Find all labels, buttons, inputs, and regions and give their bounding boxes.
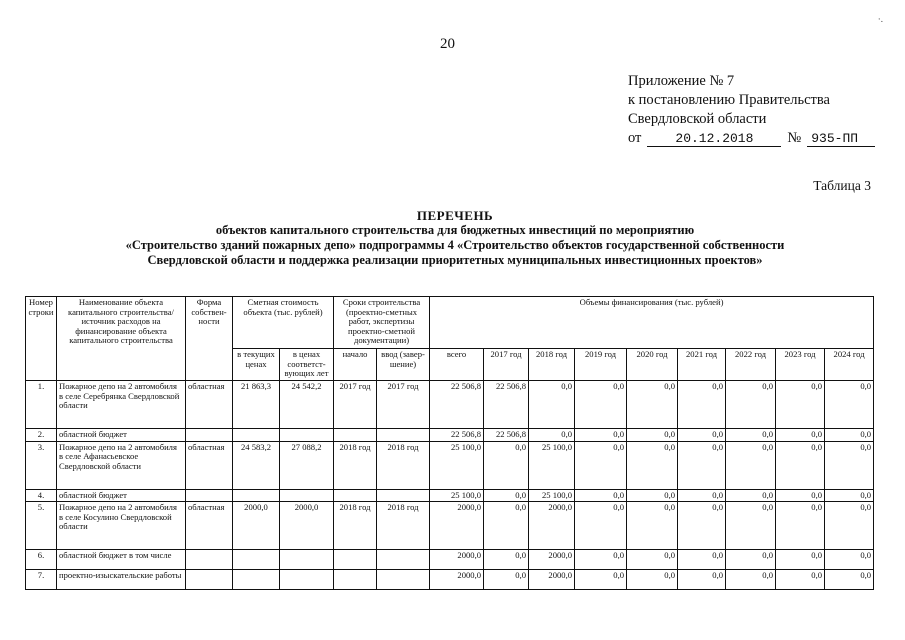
table-row xyxy=(26,550,874,570)
term-end-cell xyxy=(377,489,430,502)
term-end-cell xyxy=(377,429,430,442)
year-value-cell: 25 100,0 xyxy=(529,441,575,489)
corner-mark: ·. xyxy=(877,14,883,24)
year-value-cell: 0,0 xyxy=(575,489,627,502)
header-estimated-cost: Сметная стоимость объекта (тыс. рублей) xyxy=(233,297,334,349)
cost-current-cell xyxy=(233,429,280,442)
total-cell: 2000,0 xyxy=(430,502,484,550)
table-row xyxy=(26,489,874,502)
year-value-cell: 0,0 xyxy=(825,381,874,429)
term-end-cell: 2018 год xyxy=(377,441,430,489)
term-end-cell xyxy=(377,570,430,590)
term-start-cell xyxy=(334,570,377,590)
ownership-cell xyxy=(186,429,233,442)
total-cell: 25 100,0 xyxy=(430,489,484,502)
table-row xyxy=(26,429,874,442)
year-value-cell: 22 506,8 xyxy=(484,381,529,429)
cost-current-cell: 21 863,3 xyxy=(233,381,280,429)
year-value-cell: 0,0 xyxy=(678,381,726,429)
term-start-cell xyxy=(334,550,377,570)
header-term-end: ввод (завер- шение) xyxy=(377,349,430,381)
year-value-cell: 0,0 xyxy=(726,550,776,570)
year-value-cell: 0,0 xyxy=(726,429,776,442)
term-start-cell xyxy=(334,429,377,442)
total-cell: 25 100,0 xyxy=(430,441,484,489)
year-value-cell: 0,0 xyxy=(726,489,776,502)
page-number: 20 xyxy=(440,36,455,52)
year-value-cell: 0,0 xyxy=(575,441,627,489)
row-number-cell: 6. xyxy=(26,550,57,570)
year-value-cell: 25 100,0 xyxy=(529,489,575,502)
table-label: Таблица 3 xyxy=(813,178,871,193)
appendix-line-1: Приложение № 7 xyxy=(628,73,735,89)
year-value-cell: 0,0 xyxy=(776,381,825,429)
term-end-cell: 2018 год xyxy=(377,502,430,550)
total-cell: 22 506,8 xyxy=(430,381,484,429)
year-value-cell: 0,0 xyxy=(825,441,874,489)
total-cell: 22 506,8 xyxy=(430,429,484,442)
heading-line-3: Свердловской области и поддержка реализации приоритетных муниципальных инвестиционных проектов» xyxy=(147,253,763,267)
row-number-cell: 4. xyxy=(26,489,57,502)
header-year: 2019 год xyxy=(575,349,627,381)
year-value-cell: 0,0 xyxy=(776,550,825,570)
year-value-cell: 0,0 xyxy=(726,441,776,489)
cost-current-cell: 2000,0 xyxy=(233,502,280,550)
term-start-cell: 2018 год xyxy=(334,441,377,489)
document-heading xyxy=(40,208,870,268)
table-row xyxy=(26,441,874,489)
cost-current-cell xyxy=(233,550,280,570)
year-value-cell: 0,0 xyxy=(627,441,678,489)
object-name-cell: областной бюджет xyxy=(57,429,186,442)
header-cost-current: в текущих ценах xyxy=(233,349,280,381)
term-start-cell: 2018 год xyxy=(334,502,377,550)
year-value-cell: 0,0 xyxy=(627,550,678,570)
appendix-line-2: к постановлению Правительства xyxy=(628,92,830,108)
year-value-cell: 0,0 xyxy=(726,381,776,429)
year-value-cell: 0,0 xyxy=(678,489,726,502)
cost-respective-cell: 24 542,2 xyxy=(280,381,334,429)
year-value-cell: 0,0 xyxy=(678,502,726,550)
object-name-cell: Пожарное депо на 2 автомобиля в селе Серебрянка Свердловской области xyxy=(57,381,186,429)
ownership-cell xyxy=(186,570,233,590)
year-value-cell: 0,0 xyxy=(627,489,678,502)
year-value-cell: 0,0 xyxy=(678,550,726,570)
row-number-cell: 2. xyxy=(26,429,57,442)
heading-title: ПЕРЕЧЕНЬ xyxy=(416,208,494,223)
ownership-cell: областная xyxy=(186,381,233,429)
header-ownership: Форма собствен- ности xyxy=(186,297,233,381)
year-value-cell: 0,0 xyxy=(484,489,529,502)
year-value-cell: 0,0 xyxy=(627,429,678,442)
row-number-cell: 5. xyxy=(26,502,57,550)
year-value-cell: 0,0 xyxy=(776,502,825,550)
table-row xyxy=(26,381,874,429)
year-value-cell: 0,0 xyxy=(726,502,776,550)
term-end-cell: 2017 год xyxy=(377,381,430,429)
year-value-cell: 0,0 xyxy=(678,429,726,442)
term-start-cell: 2017 год xyxy=(334,381,377,429)
ownership-cell: областная xyxy=(186,502,233,550)
ownership-cell xyxy=(186,550,233,570)
header-year: 2023 год xyxy=(776,349,825,381)
header-total: всего xyxy=(430,349,484,381)
heading-line-1: объектов капитального строительства для бюджетных инвестиций по мероприятию xyxy=(215,223,695,237)
header-year: 2024 год xyxy=(825,349,874,381)
year-value-cell: 0,0 xyxy=(678,441,726,489)
header-financing: Объемы финансирования (тыс. рублей) xyxy=(430,297,874,349)
header-cost-respective: в ценах соответст- вующих лет xyxy=(280,349,334,381)
object-name-cell: проектно-изыскательские работы xyxy=(57,570,186,590)
year-value-cell: 0,0 xyxy=(575,502,627,550)
year-value-cell: 0,0 xyxy=(825,570,874,590)
year-value-cell: 0,0 xyxy=(825,429,874,442)
appendix-block xyxy=(628,72,875,148)
appendix-date-line xyxy=(628,129,875,148)
year-value-cell: 0,0 xyxy=(627,570,678,590)
year-value-cell: 2000,0 xyxy=(529,570,575,590)
cost-respective-cell xyxy=(280,570,334,590)
number-prefix: № xyxy=(787,130,802,146)
object-name-cell: Пожарное депо на 2 автомобиля в селе Косулино Свердловской области xyxy=(57,502,186,550)
heading-line-2: «Строительство зданий пожарных депо» подпрограммы 4 «Строительство объектов государственной собственности xyxy=(125,238,785,252)
year-value-cell: 22 506,8 xyxy=(484,429,529,442)
year-value-cell: 0,0 xyxy=(776,570,825,590)
year-value-cell: 0,0 xyxy=(575,570,627,590)
header-row-number: Номер строки xyxy=(26,297,57,381)
cost-respective-cell xyxy=(280,489,334,502)
row-number-cell: 3. xyxy=(26,441,57,489)
ownership-cell xyxy=(186,489,233,502)
year-value-cell: 2000,0 xyxy=(529,550,575,570)
table-row xyxy=(26,502,874,550)
term-start-cell xyxy=(334,489,377,502)
term-end-cell xyxy=(377,550,430,570)
year-value-cell: 0,0 xyxy=(529,381,575,429)
date-prefix: от xyxy=(628,130,642,146)
financing-table xyxy=(25,296,874,590)
year-value-cell: 0,0 xyxy=(575,550,627,570)
decree-date: 20.12.2018 xyxy=(647,132,781,147)
row-number-cell: 1. xyxy=(26,381,57,429)
cost-current-cell: 24 583,2 xyxy=(233,441,280,489)
decree-number: 935-ПП xyxy=(807,132,875,147)
object-name-cell: областной бюджет xyxy=(57,489,186,502)
header-year: 2022 год xyxy=(726,349,776,381)
header-terms: Сроки строительства (проектно-сметных работ, экспертизы проектно-сметной документации) xyxy=(334,297,430,349)
header-name: Наименование объекта капитального строительства/ источник расходов на финансирование объекта капитального строительства xyxy=(57,297,186,381)
cost-respective-cell xyxy=(280,429,334,442)
year-value-cell: 0,0 xyxy=(484,502,529,550)
year-value-cell: 0,0 xyxy=(776,441,825,489)
year-value-cell: 0,0 xyxy=(529,429,575,442)
year-value-cell: 0,0 xyxy=(484,550,529,570)
year-value-cell: 2000,0 xyxy=(529,502,575,550)
header-year: 2021 год xyxy=(678,349,726,381)
header-year: 2017 год xyxy=(484,349,529,381)
year-value-cell: 0,0 xyxy=(575,381,627,429)
cost-respective-cell: 27 088,2 xyxy=(280,441,334,489)
cost-current-cell xyxy=(233,570,280,590)
year-value-cell: 0,0 xyxy=(484,441,529,489)
year-value-cell: 0,0 xyxy=(484,570,529,590)
year-value-cell: 0,0 xyxy=(776,489,825,502)
total-cell: 2000,0 xyxy=(430,550,484,570)
object-name-cell: Пожарное депо на 2 автомобиля в селе Афанасьевское Свердловской области xyxy=(57,441,186,489)
table-row xyxy=(26,570,874,590)
cost-respective-cell: 2000,0 xyxy=(280,502,334,550)
year-value-cell: 0,0 xyxy=(627,502,678,550)
year-value-cell: 0,0 xyxy=(575,429,627,442)
year-value-cell: 0,0 xyxy=(825,550,874,570)
header-year: 2020 год xyxy=(627,349,678,381)
year-value-cell: 0,0 xyxy=(627,381,678,429)
header-year: 2018 год xyxy=(529,349,575,381)
object-name-cell: областной бюджет в том числе xyxy=(57,550,186,570)
year-value-cell: 0,0 xyxy=(825,502,874,550)
row-number-cell: 7. xyxy=(26,570,57,590)
cost-current-cell xyxy=(233,489,280,502)
ownership-cell: областная xyxy=(186,441,233,489)
year-value-cell: 0,0 xyxy=(825,489,874,502)
year-value-cell: 0,0 xyxy=(726,570,776,590)
year-value-cell: 0,0 xyxy=(678,570,726,590)
total-cell: 2000,0 xyxy=(430,570,484,590)
cost-respective-cell xyxy=(280,550,334,570)
header-term-start: начало xyxy=(334,349,377,381)
appendix-line-3: Свердловской области xyxy=(628,111,767,127)
year-value-cell: 0,0 xyxy=(776,429,825,442)
